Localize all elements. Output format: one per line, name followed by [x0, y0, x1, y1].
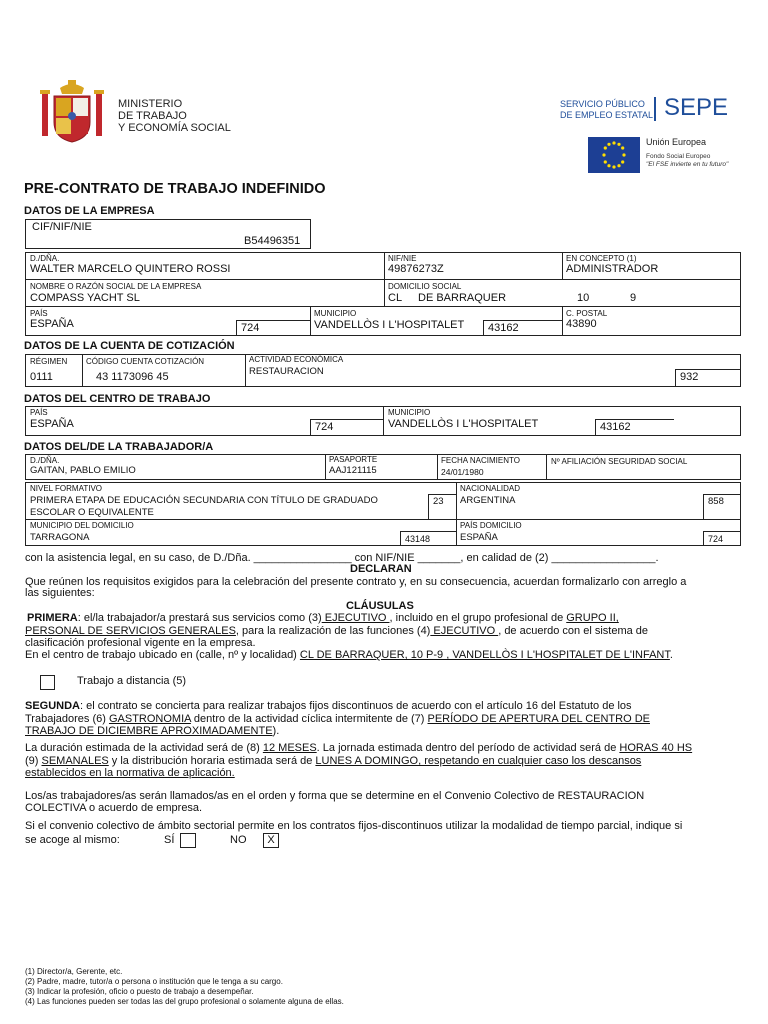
llamados-line-1: Los/as trabajadores/as serán llamados/as en el orden y forma que se determine en el Convenio Colectivo de RESTAURACION — [25, 790, 645, 802]
trab-municipio-code: 43148 — [400, 531, 456, 546]
coat-of-arms-icon — [38, 78, 106, 144]
fse-line-1: Fondo Social Europeo — [646, 153, 711, 160]
asistencia-line: con la asistencia legal, en su caso, de D./Dña. ________________ con NIF/NIE _______, en calidad de (2) _________________. — [25, 552, 659, 564]
centro-municipio-code: 43162 — [595, 419, 674, 436]
sepe-line-1: SERVICIO PÚBLICO — [560, 99, 645, 109]
pais-code: 724 — [236, 320, 310, 336]
no-checkbox[interactable]: X — [263, 833, 279, 848]
sepe-wordmark: SEPE — [664, 94, 729, 121]
eu-logo — [588, 137, 748, 175]
regimen-label: RÉGIMEN — [30, 357, 68, 366]
fse-line-2: "El FSE invierte en tu futuro" — [646, 161, 729, 168]
afiliacion-label: Nº AFILIACIÓN SEGURIDAD SOCIAL — [551, 457, 688, 466]
razon-label: NOMBRE O RAZÓN SOCIAL DE LA EMPRESA — [30, 282, 202, 291]
concepto-label: EN CONCEPTO (1) — [566, 254, 637, 263]
nacionalidad-code: 858 — [703, 494, 741, 519]
domicilio-label: DOMICILIO SOCIAL — [388, 282, 462, 291]
si-label: SÍ — [164, 834, 175, 846]
codigo-label: CÓDIGO CUENTA COTIZACIÓN — [86, 357, 205, 366]
trab-dna-value: GAITAN, PABLO EMILIO — [30, 465, 136, 476]
footnote-3: (3) Indicar la profesión, oficio o puesto de trabajo a desempeñar. — [25, 987, 254, 996]
document-title: PRE-CONTRATO DE TRABAJO INDEFINIDO — [24, 181, 326, 197]
footnote-4: (4) Las funciones pueden ser todas las del grupo profesional o solamente alguna de ellas. — [25, 997, 344, 1006]
eu-flag-icon — [588, 137, 640, 173]
pais-value: ESPAÑA — [30, 318, 74, 330]
duracion-line-2: (9) SEMANALES y la distribución horaria estimada será de LUNES A DOMINGO, respetando en cualquier caso los descansos — [25, 755, 642, 767]
dna-value: WALTER MARCELO QUINTERO ROSSI — [30, 263, 231, 275]
segunda-line-2: Trabajadores (6) GASTRONOMIA dentro de la actividad cíclica intermitente de (7) PERÍODO DE APERTURA DEL CENTRO DE — [25, 713, 650, 725]
centro-municipio-label: MUNICIPIO — [388, 408, 431, 417]
domicilio-piso: 9 — [630, 292, 637, 304]
razon-value: COMPASS YACHT SL — [30, 292, 140, 304]
actividad-value: RESTAURACION — [249, 366, 324, 377]
nivel-code: 23 — [428, 494, 456, 519]
nivel-value-1: PRIMERA ETAPA DE EDUCACIÓN SECUNDARIA CON TÍTULO DE GRADUADO — [30, 495, 378, 506]
centro-pais-value: ESPAÑA — [30, 418, 74, 430]
dna-label: D./DÑA. — [30, 254, 60, 263]
reunen-line-2: las siguientes: — [25, 587, 95, 599]
nivel-value-2: ESCOLAR O EQUIVALENTE — [30, 507, 154, 518]
cp-label: C. POSTAL — [566, 309, 608, 318]
nif-label: NIF/NIE — [388, 254, 417, 263]
domicilio-num: 10 — [577, 292, 590, 304]
domicilio-calle: DE BARRAQUER — [418, 292, 507, 304]
clausulas-heading: CLÁUSULAS — [346, 600, 414, 612]
distancia-label: Trabajo a distancia (5) — [77, 675, 187, 687]
trab-pais-label: PAÍS DOMICILIO — [460, 521, 522, 530]
section-centro: DATOS DEL CENTRO DE TRABAJO — [24, 393, 211, 405]
codigo-value: 43 1173096 45 — [96, 371, 169, 383]
footnote-1: (1) Director/a, Gerente, etc. — [25, 967, 123, 976]
pasaporte-label: PASAPORTE — [329, 455, 378, 464]
ministry-logo — [38, 78, 248, 148]
footnote-2: (2) Padre, madre, tutor/a o persona o institución que le tenga a su cargo. — [25, 977, 283, 986]
convenio-line-1: Si el convenio colectivo de ámbito sectorial permite en los contratos fijos-discontinuos utilizar la modalidad de tiempo parcial, indique si — [25, 820, 683, 832]
fecha-value: 24/01/1980 — [441, 467, 484, 477]
pais-label: PAÍS — [30, 309, 48, 318]
primera-line-2: PERSONAL DE SERVICIOS GENERALES, para la realización de las funciones (4) EJECUTIVO , de acuerdo con el sistema de — [25, 625, 649, 637]
centro-municipio-value: VANDELLÒS I L'HOSPITALET — [388, 418, 539, 430]
sepe-line-2: DE EMPLEO ESTATAL — [560, 110, 654, 120]
cif-label: CIF/NIF/NIE — [32, 221, 92, 233]
trab-municipio-value: TARRAGONA — [30, 532, 90, 543]
segunda-line-1: SEGUNDA: el contrato se concierta para realizar trabajos fijos discontinuos de acuerdo con el artículo 16 del Estatuto de los — [25, 700, 632, 712]
no-label: NO — [230, 834, 247, 846]
ministry-line-2: DE TRABAJO — [118, 110, 187, 122]
actividad-code: 932 — [675, 369, 741, 387]
fecha-label: FECHA NACIMIENTO — [441, 456, 520, 465]
primera-label: PRIMERA — [27, 612, 78, 624]
municipio-code: 43162 — [483, 320, 562, 336]
eu-label: Unión Europea — [646, 137, 707, 147]
duracion-line-1: La duración estimada de la actividad será de (8) 12 MESES. La jornada estimada dentro del período de actividad será de HORAS 40 HS — [25, 742, 693, 754]
section-trabajador: DATOS DEL/DE LA TRABAJADOR/A — [24, 441, 214, 453]
cif-value: B54496351 — [244, 235, 301, 247]
primera-line-3: clasificación profesional vigente en la empresa. — [25, 637, 256, 649]
section-cotizacion: DATOS DE LA CUENTA DE COTIZACIÓN — [24, 340, 235, 352]
trab-pais-value: ESPAÑA — [460, 532, 498, 543]
nacionalidad-value: ARGENTINA — [460, 495, 516, 506]
primera-line-4: En el centro de trabajo ubicado en (calle, nº y localidad) CL DE BARRAQUER, 10 P-9 , VANDELLÒS I L'HOSPITALET DE L'INFANT. — [25, 649, 673, 661]
cp-value: 43890 — [566, 318, 597, 330]
regimen-value: 0111 — [30, 371, 53, 383]
ministry-line-1: MINISTERIO — [118, 98, 183, 110]
convenio-line-2: se acoge al mismo: — [25, 834, 120, 846]
pasaporte-value: AAJ121115 — [329, 465, 377, 476]
municipio-label: MUNICIPIO — [314, 309, 357, 318]
distancia-checkbox[interactable] — [40, 675, 55, 690]
segunda-label: SEGUNDA — [25, 700, 81, 712]
primera-line-1: PRIMERA: el/la trabajador/a prestará sus servicios como (3) EJECUTIVO , incluido en el grupo profesional de GRUPO II, — [27, 612, 619, 624]
domicilio-tipo: CL — [388, 292, 403, 304]
section-empresa: DATOS DE LA EMPRESA — [24, 205, 155, 217]
trab-dna-label: D./DÑA. — [30, 456, 60, 465]
nivel-label: NIVEL FORMATIVO — [30, 484, 103, 493]
nacionalidad-label: NACIONALIDAD — [460, 484, 521, 493]
trab-municipio-label: MUNICIPIO DEL DOMICILIO — [30, 521, 134, 530]
centro-pais-label: PAÍS — [30, 408, 48, 417]
declaran-heading: DECLARAN — [350, 563, 412, 575]
centro-pais-code: 724 — [310, 419, 383, 436]
segunda-line-3: TRABAJO DE DICIEMBRE APROXIMADAMENTE). — [25, 725, 280, 737]
nif-value: 49876273Z — [388, 263, 444, 275]
trab-pais-code: 724 — [703, 531, 741, 546]
duracion-line-3: establecidos en la normativa de aplicación. — [25, 767, 235, 779]
llamados-line-2: COLECTIVA o acuerdo de empresa. — [25, 802, 203, 814]
si-checkbox[interactable] — [180, 833, 196, 848]
reunen-line-1: Que reúnen los requisitos exigidos para la celebración del presente contrato y, en su consecuencia, acuerdan formalizarlo con arreglo a — [25, 576, 687, 588]
ministry-line-3: Y ECONOMÍA SOCIAL — [118, 122, 231, 134]
municipio-value: VANDELLÒS I L'HOSPITALET — [314, 319, 465, 331]
actividad-label: ACTIVIDAD ECONÓMICA — [249, 355, 344, 364]
sepe-logo — [558, 94, 738, 127]
concepto-value: ADMINISTRADOR — [566, 263, 659, 275]
